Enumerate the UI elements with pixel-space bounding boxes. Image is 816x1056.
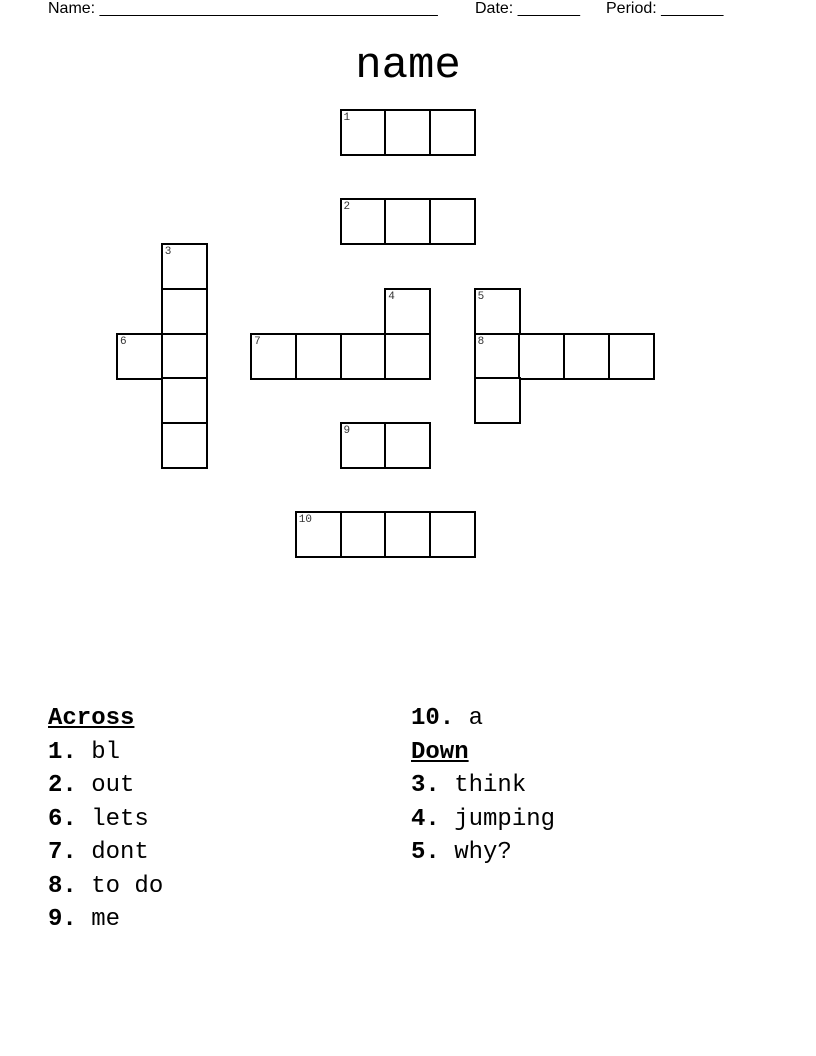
clue-item: [48, 836, 163, 870]
crossword-cell[interactable]: [340, 333, 387, 380]
clues-column-1: [48, 702, 163, 937]
puzzle-title: name: [355, 41, 461, 91]
clue-item: [48, 769, 163, 803]
clue-item-number: 3.: [411, 772, 440, 799]
crossword-cell[interactable]: [295, 333, 342, 380]
clue-item-number: 7.: [48, 839, 77, 866]
clue-number: 4: [388, 290, 395, 303]
clue-number: 3: [164, 246, 172, 259]
down-heading: Down: [411, 738, 469, 766]
crossword-cell[interactable]: [116, 333, 163, 380]
clue-item-number: 6.: [48, 805, 77, 833]
clue-number: 1: [343, 112, 351, 124]
clue-item: [48, 736, 163, 770]
crossword-cell[interactable]: [384, 511, 431, 558]
crossword-cell[interactable]: [340, 109, 387, 156]
crossword-cell[interactable]: [161, 288, 208, 335]
crossword-cell[interactable]: [429, 109, 476, 156]
clue-item-number: 8.: [48, 872, 77, 900]
crossword-cell[interactable]: [429, 511, 476, 558]
clue-item-text: to do: [91, 872, 164, 900]
crossword-cell[interactable]: [384, 333, 431, 380]
clue-item-number: 9.: [48, 906, 77, 933]
crossword-cell[interactable]: [340, 422, 387, 469]
clue-item-text: me: [91, 906, 121, 933]
clue-item: [411, 702, 555, 736]
clue-item-number: 1.: [48, 738, 77, 766]
clue-item: [411, 769, 555, 803]
clue-item-number: 2.: [48, 772, 77, 799]
clue-item-text: think: [454, 772, 527, 799]
crossword-cell[interactable]: [563, 333, 610, 380]
crossword-cell[interactable]: [250, 333, 297, 380]
clue-item-text: a: [468, 705, 484, 732]
crossword-cell[interactable]: [518, 333, 565, 380]
crossword-cell[interactable]: [161, 422, 208, 469]
crossword-cell[interactable]: [384, 288, 431, 335]
across-heading: Across: [48, 705, 135, 732]
period-field: Period: _______: [606, 0, 724, 17]
clue-item-number: 4.: [411, 805, 440, 833]
clue-item-text: why?: [454, 839, 512, 866]
clue-number: 2: [343, 201, 351, 214]
crossword-cell[interactable]: [384, 109, 431, 156]
clue-number: 7: [254, 335, 261, 348]
crossword-cell[interactable]: [608, 333, 655, 380]
crossword-cell[interactable]: [429, 198, 476, 245]
clue-item-text: out: [91, 772, 135, 799]
crossword-cell[interactable]: [161, 377, 208, 424]
clue-number: 9: [343, 424, 351, 437]
crossword-cell[interactable]: [384, 422, 431, 469]
crossword-cell[interactable]: [340, 511, 387, 558]
clue-item-text: lets: [91, 805, 149, 833]
clue-number: 6: [120, 335, 127, 348]
clue-item: [48, 903, 163, 937]
date-field: Date: _______: [475, 0, 580, 17]
clue-item: [411, 836, 555, 870]
name-field: Name: ______________________________________: [48, 0, 438, 17]
crossword-cell[interactable]: [295, 511, 342, 558]
crossword-cell[interactable]: [161, 243, 208, 290]
crossword-cell[interactable]: [384, 198, 431, 245]
clue-number: 5: [477, 290, 485, 303]
clue-item-number: 5.: [411, 839, 440, 866]
clue-item-text: jumping: [454, 805, 556, 833]
crossword-cell[interactable]: [474, 333, 521, 380]
crossword-cell[interactable]: [340, 198, 387, 245]
clue-number: 8: [477, 335, 485, 348]
clue-item: [411, 803, 555, 837]
crossword-cell[interactable]: [474, 377, 521, 424]
clues-column-2: [411, 702, 555, 870]
clue-item-number: 10.: [411, 705, 455, 732]
clue-number: 10: [298, 514, 312, 527]
clue-item: [48, 803, 163, 837]
crossword-cell[interactable]: [161, 333, 208, 380]
crossword-cell[interactable]: [474, 288, 521, 335]
clue-item-text: bl: [91, 738, 121, 766]
clue-item-text: dont: [91, 839, 149, 866]
clue-item: [48, 870, 163, 904]
